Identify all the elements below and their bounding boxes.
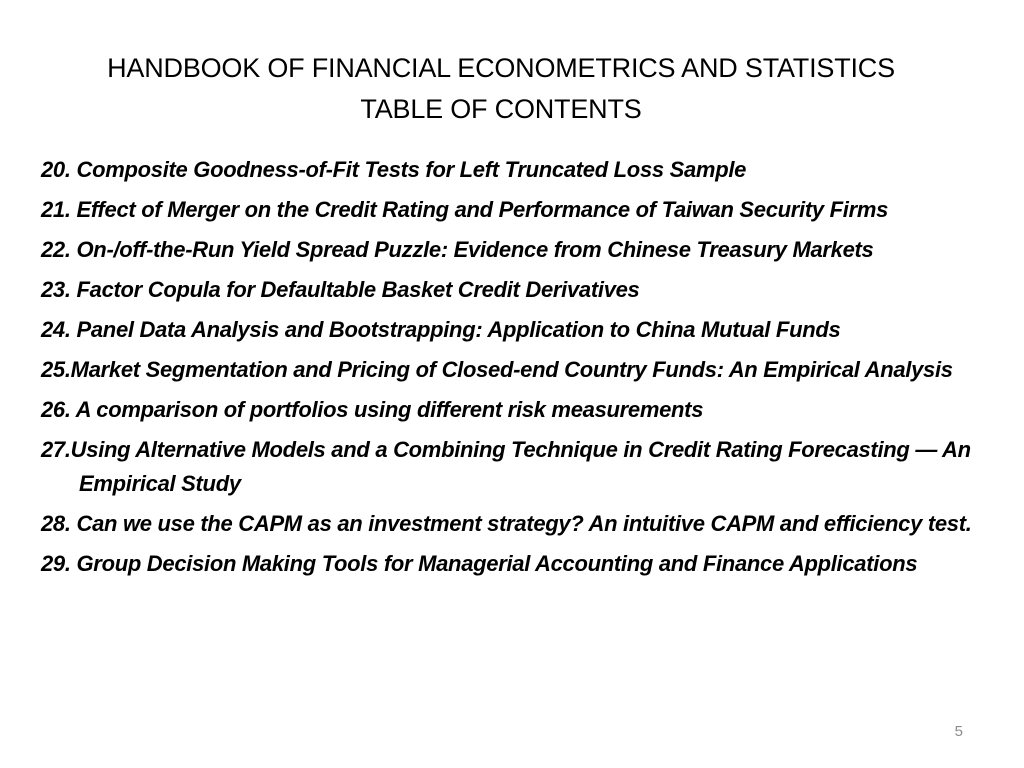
table-of-contents-list — [41, 153, 991, 587]
slide-title — [0, 48, 1002, 130]
toc-item: 28. Can we use the CAPM as an investment strategy? An intuitive CAPM and efficiency test. — [41, 511, 972, 536]
toc-item: 27.Using Alternative Models and a Combining Technique in Credit Rating Forecasting — An Empirical Study — [41, 437, 971, 496]
toc-item: 26. A comparison of portfolios using different risk measurements — [41, 397, 704, 422]
toc-item: 24. Panel Data Analysis and Bootstrapping: Application to China Mutual Funds — [41, 317, 841, 342]
title-line-2: TABLE OF CONTENTS — [360, 94, 642, 124]
page-number: 5 — [954, 723, 963, 740]
toc-item: 29. Group Decision Making Tools for Managerial Accounting and Finance Applications — [41, 551, 918, 576]
title-line-1: HANDBOOK OF FINANCIAL ECONOMETRICS AND STATISTICS — [107, 53, 895, 83]
toc-item: 20. Composite Goodness-of-Fit Tests for Left Truncated Loss Sample — [41, 157, 747, 182]
toc-item: 23. Factor Copula for Defaultable Basket Credit Derivatives — [41, 277, 640, 302]
toc-item: 25.Market Segmentation and Pricing of Closed-end Country Funds: An Empirical Analysis — [41, 357, 953, 382]
toc-item: 21. Effect of Merger on the Credit Rating and Performance of Taiwan Security Firms — [41, 197, 889, 222]
toc-item: 22. On-/off-the-Run Yield Spread Puzzle: Evidence from Chinese Treasury Markets — [41, 237, 874, 262]
